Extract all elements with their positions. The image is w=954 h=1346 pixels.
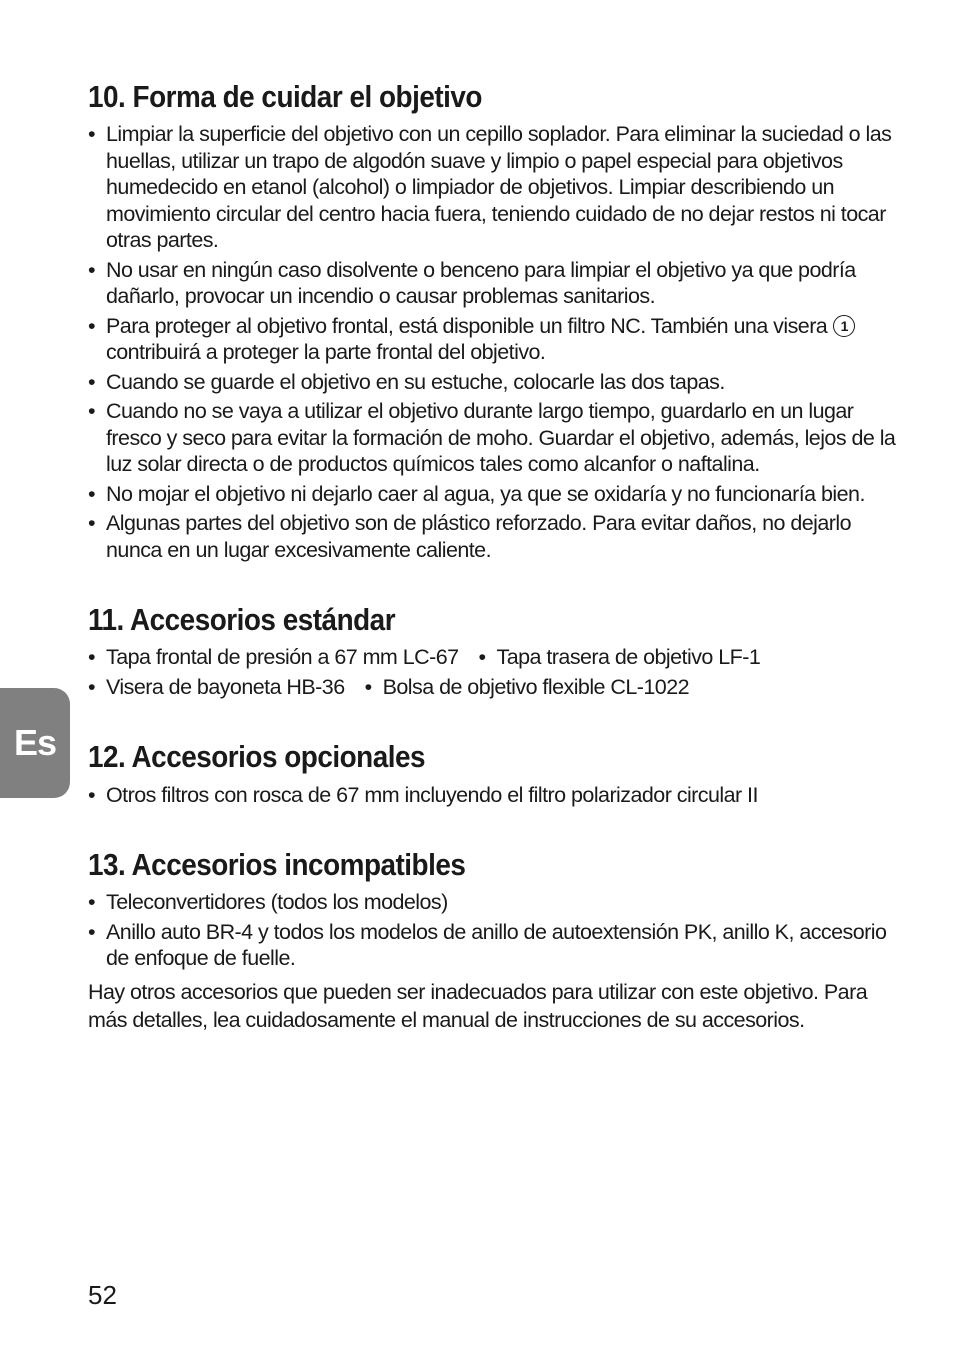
list-item: • Bolsa de objetivo flexible CL-1022 bbox=[364, 674, 690, 699]
list-item: • Visera de bayoneta HB-36 bbox=[88, 674, 345, 699]
list-item: • No usar en ningún caso disolvente o benceno para limpiar el objetivo ya que podría dañarlo, provocar un incendio o causar problemas sanitarios. bbox=[88, 257, 856, 309]
bullet-list bbox=[88, 121, 903, 563]
bullet-icon: • bbox=[88, 399, 95, 424]
language-tab: Es bbox=[0, 688, 70, 798]
bullet-icon: • bbox=[88, 782, 95, 807]
bullet-icon: • bbox=[88, 674, 95, 699]
section-title: 13. Accesorios incompatibles bbox=[88, 847, 466, 883]
section-title: 10. Forma de cuidar el objetivo bbox=[88, 79, 482, 114]
list-item: • Teleconvertidores (todos los modelos) bbox=[88, 890, 448, 915]
bullet-icon: • bbox=[88, 645, 95, 670]
list-item: • Anillo auto BR-4 y todos los modelos de anillo de autoextensión PK, anillo K, accesorio de enfoque de fuelle. bbox=[88, 919, 887, 971]
page-content bbox=[88, 78, 903, 1072]
section-optional-accessories bbox=[88, 738, 903, 808]
list-item: • Tapa frontal de presión a 67 mm LC-67 bbox=[88, 645, 459, 670]
bullet-list bbox=[88, 889, 903, 972]
bullet-icon: • bbox=[88, 919, 95, 944]
bullet-icon: • bbox=[364, 674, 372, 699]
bullet-icon: • bbox=[478, 645, 486, 670]
accessory-row bbox=[88, 674, 903, 701]
section-standard-accessories bbox=[88, 601, 903, 700]
bullet-list bbox=[88, 782, 903, 809]
page-number: 52 bbox=[88, 1280, 117, 1310]
list-item: • No mojar el objetivo ni dejarlo caer al agua, ya que se oxidaría y no funcionaría bien. bbox=[88, 481, 865, 506]
section-lens-care bbox=[88, 78, 903, 563]
list-item: • Algunas partes del objetivo son de plástico reforzado. Para evitar daños, no dejarlo nunca en un lugar excesivamente caliente. bbox=[88, 511, 852, 562]
section-title: 11. Accesorios estándar bbox=[88, 602, 396, 638]
bullet-icon: • bbox=[88, 481, 95, 506]
circled-number-icon: 1 bbox=[833, 315, 855, 337]
bullet-icon: • bbox=[88, 122, 95, 147]
bullet-icon: • bbox=[88, 369, 95, 394]
list-item: • Limpiar la superficie del objetivo con un cepillo soplador. Para eliminar la suciedad o las huellas, utilizar un trapo de algodón suave y limpio o papel especial para objetivos humedecido en etanol (alcohol) o limpiador de objetivos. Limpiar describiendo un movimiento circular del centro hacia fuera, teniendo cuidado de no dejar restos ni tocar otras partes. bbox=[88, 122, 892, 253]
list-item: • Para proteger al objetivo frontal, está disponible un filtro NC. También una visera 1 contribuirá a proteger la parte frontal del objetivo. bbox=[88, 313, 903, 366]
list-item: • Cuando no se vaya a utilizar el objetivo durante largo tiempo, guardarlo en un lugar fresco y seco para evitar la formación de moho. Guardar el objetivo, además, lejos de la luz solar directa o de productos químicos tales como alcanfor o naftalina. bbox=[88, 399, 896, 477]
bullet-icon: • bbox=[88, 257, 95, 282]
list-item: • Cuando se guarde el objetivo en su estuche, colocarle las dos tapas. bbox=[88, 369, 725, 394]
bullet-icon: • bbox=[88, 890, 95, 915]
section-incompatible-accessories bbox=[88, 846, 903, 1034]
accessory-row bbox=[88, 644, 903, 671]
bullet-icon: • bbox=[88, 511, 95, 536]
bullet-icon: • bbox=[88, 313, 95, 338]
list-item: • Otros filtros con rosca de 67 mm incluyendo el filtro polarizador circular II bbox=[88, 782, 758, 807]
section-title: 12. Accesorios opcionales bbox=[88, 739, 426, 775]
note-paragraph: Hay otros accesorios que pueden ser inadecuados para utilizar con este objetivo. Para más detalles, lea cuidadosamente el manual de instrucciones de su accesorios. bbox=[88, 979, 868, 1032]
list-item: • Tapa trasera de objetivo LF-1 bbox=[478, 645, 761, 670]
